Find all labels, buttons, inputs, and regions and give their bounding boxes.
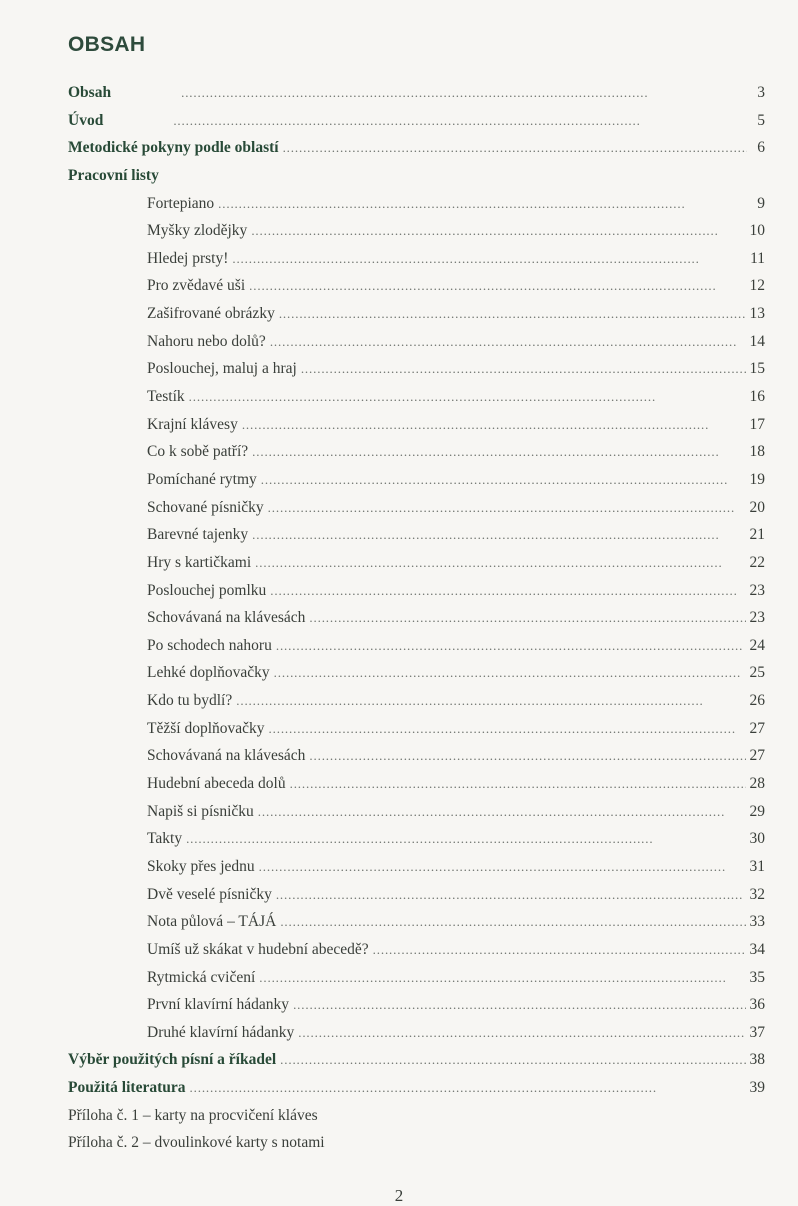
- dot-leader: [280, 1046, 745, 1074]
- toc-entry: [68, 134, 765, 162]
- dot-leader: [309, 604, 745, 632]
- toc-entry-title: Hledej prsty!: [147, 249, 229, 267]
- toc-entry: [68, 742, 765, 770]
- toc-entry-title: Schované písničky: [147, 498, 264, 516]
- toc-entry-title: Testík: [147, 388, 185, 406]
- toc-entry: [68, 1046, 765, 1074]
- toc-entry-title: Krajní klávesy: [147, 415, 238, 433]
- toc-entry-title: Použitá literatura: [68, 1079, 186, 1097]
- dot-leader: [232, 245, 746, 273]
- dot-leader: [373, 936, 746, 964]
- dot-leader: [173, 107, 747, 135]
- toc-entry: [68, 190, 765, 218]
- toc-entry: [68, 715, 765, 743]
- dot-leader: [298, 1019, 745, 1047]
- toc-entry-title: Výběr použitých písní a říkadel: [68, 1051, 277, 1069]
- toc-entry-page: 14: [749, 332, 765, 350]
- dot-leader: [261, 466, 746, 494]
- dot-leader: [252, 438, 745, 466]
- toc-entry-title: Barevné tajenky: [147, 526, 249, 544]
- dot-leader: [283, 134, 747, 162]
- toc-entry-title: Obsah: [68, 84, 112, 101]
- toc-entry-page: 12: [749, 277, 765, 295]
- toc-entry-page: 27: [749, 747, 765, 765]
- toc-entry-page: 11: [750, 249, 765, 267]
- toc-entry-title: Nahoru nebo dolů?: [147, 332, 266, 350]
- toc-entry: [68, 217, 765, 245]
- toc-entry: [68, 272, 765, 300]
- toc-entry-title: Fortepiano: [147, 194, 215, 212]
- dot-leader: [276, 632, 746, 660]
- toc-entry-title: Rytmická cvičení: [147, 968, 256, 986]
- toc-entry-title: Druhé klavírní hádanky: [147, 1023, 295, 1041]
- toc-entry: [68, 881, 765, 909]
- toc-entry-title: Úvod: [68, 111, 104, 129]
- toc-entry-page: 21: [749, 526, 765, 544]
- toc-entry-title: Příloha č. 1 – karty na procvičení kláves: [68, 1106, 318, 1124]
- toc-entry-title: Umíš už skákat v hudební abecedě?: [147, 940, 369, 958]
- dot-leader: [259, 853, 746, 881]
- toc-entry-page: 31: [749, 857, 765, 875]
- page-title: OBSAH: [68, 33, 146, 56]
- toc-entry: [68, 853, 765, 881]
- dot-leader: [274, 659, 746, 687]
- toc-entry: [68, 632, 765, 660]
- page-number: 2: [394, 1186, 404, 1205]
- toc-entry: [68, 328, 765, 356]
- toc-entry: [68, 825, 765, 853]
- toc-entry: [68, 521, 765, 549]
- toc-entry-title: Lehké doplňovačky: [147, 664, 270, 682]
- toc-entry: [68, 1102, 765, 1130]
- toc-entry: [68, 798, 765, 826]
- toc-entry: [68, 1129, 765, 1157]
- toc-entry-page: 6: [757, 139, 765, 157]
- toc-entry-page: 16: [749, 388, 765, 406]
- toc-entry-page: 32: [749, 885, 765, 903]
- toc-entry-page: 9: [757, 194, 765, 212]
- toc-entry-title: Hry s kartičkami: [147, 553, 252, 571]
- dot-leader: [255, 549, 745, 577]
- dot-leader: [309, 742, 745, 770]
- toc-entry-page: 3: [757, 84, 765, 101]
- toc-entry: [68, 1019, 765, 1047]
- toc-entry: [68, 549, 765, 577]
- toc-entry-page: 36: [749, 996, 765, 1014]
- dot-leader: [259, 964, 745, 992]
- toc-entry: [68, 964, 765, 992]
- table-of-contents: [68, 79, 765, 1157]
- dot-leader: [236, 687, 745, 715]
- dot-leader: [268, 494, 746, 522]
- toc-entry-page: 33: [749, 913, 765, 931]
- toc-entry-page: 25: [749, 664, 765, 682]
- toc-entry-page: 22: [749, 553, 765, 571]
- toc-entry: [68, 300, 765, 328]
- toc-entry: [68, 466, 765, 494]
- dot-leader: [301, 355, 746, 383]
- toc-entry: [68, 687, 765, 715]
- toc-entry: [68, 162, 765, 190]
- toc-entry: [68, 659, 765, 687]
- toc-entry-page: 39: [749, 1079, 765, 1097]
- dot-leader: [249, 272, 745, 300]
- toc-entry-title: Pomíchané rytmy: [147, 470, 257, 488]
- dot-leader: [258, 798, 746, 826]
- toc-entry-page: 35: [749, 968, 765, 986]
- dot-leader: [242, 411, 746, 439]
- toc-entry: [68, 577, 765, 605]
- toc-entry: [68, 355, 765, 383]
- toc-entry-title: Poslouchej pomlku: [147, 581, 267, 599]
- toc-entry-title: Napiš si písničku: [147, 802, 254, 820]
- dot-leader: [218, 190, 747, 218]
- toc-entry: [68, 79, 765, 107]
- toc-entry-page: 27: [749, 719, 765, 737]
- toc-entry-title: Co k sobě patří?: [147, 443, 249, 461]
- toc-entry-title: Pracovní listy: [68, 166, 159, 184]
- toc-entry-page: 19: [749, 470, 765, 488]
- toc-entry-title: Příloha č. 2 – dvoulinkové karty s notami: [68, 1134, 325, 1152]
- dot-leader: [270, 328, 746, 356]
- dot-leader: [181, 79, 747, 107]
- toc-entry-title: Metodické pokyny podle oblastí: [68, 139, 279, 157]
- toc-entry: [68, 604, 765, 632]
- toc-entry-page: 5: [757, 111, 765, 129]
- toc-entry: [68, 991, 765, 1019]
- toc-entry: [68, 383, 765, 411]
- toc-entry-page: 18: [749, 443, 765, 461]
- dot-leader: [279, 300, 746, 328]
- toc-entry-title: Nota půlová – TÁJÁ: [147, 913, 277, 931]
- toc-entry-title: Poslouchej, maluj a hraj: [147, 360, 297, 378]
- toc-entry-title: Dvě veselé písničky: [147, 885, 272, 903]
- toc-entry: [68, 438, 765, 466]
- toc-entry-title: Hudební abeceda dolů: [147, 775, 286, 793]
- toc-entry-title: Těžší doplňovačky: [147, 719, 265, 737]
- toc-entry-page: 26: [749, 692, 765, 710]
- toc-entry-page: 24: [749, 636, 765, 654]
- toc-entry-page: 23: [749, 609, 765, 627]
- toc-entry-title: Takty: [147, 830, 183, 848]
- toc-entry-page: 30: [749, 830, 765, 848]
- dot-leader: [290, 770, 746, 798]
- toc-entry-page: 28: [749, 775, 765, 793]
- toc-entry: [68, 1074, 765, 1102]
- toc-entry-page: 37: [749, 1023, 765, 1041]
- dot-leader: [270, 577, 745, 605]
- dot-leader: [252, 521, 745, 549]
- toc-entry-page: 10: [749, 222, 765, 240]
- toc-entry-title: Myšky zlodějky: [147, 222, 248, 240]
- toc-entry: [68, 908, 765, 936]
- toc-entry-title: Pro zvědavé uši: [147, 277, 246, 295]
- toc-entry-page: 20: [749, 498, 765, 516]
- toc-entry-title: Schovávaná na klávesách: [147, 609, 306, 627]
- toc-entry-page: 29: [749, 802, 765, 820]
- toc-entry-title: Po schodech nahoru: [147, 636, 272, 654]
- toc-entry-page: 23: [749, 581, 765, 599]
- dot-leader: [186, 825, 745, 853]
- toc-entry: [68, 411, 765, 439]
- toc-entry-title: Skoky přes jednu: [147, 857, 255, 875]
- toc-entry-title: Zašifrované obrázky: [147, 305, 275, 323]
- dot-leader: [190, 1074, 746, 1102]
- dot-leader: [269, 715, 746, 743]
- toc-entry-page: 13: [749, 305, 765, 323]
- toc-entry-page: 15: [749, 360, 765, 378]
- dot-leader: [280, 908, 745, 936]
- toc-entry-title: První klavírní hádanky: [147, 996, 290, 1014]
- toc-entry-title: Schovávaná na klávesách: [147, 747, 306, 765]
- dot-leader: [251, 217, 745, 245]
- toc-entry: [68, 494, 765, 522]
- toc-entry: [68, 107, 765, 135]
- toc-entry: [68, 936, 765, 964]
- dot-leader: [293, 991, 745, 1019]
- toc-entry: [68, 770, 765, 798]
- toc-entry-page: 34: [749, 940, 765, 958]
- toc-entry-page: 38: [749, 1051, 765, 1069]
- toc-entry: [68, 245, 765, 273]
- dot-leader: [276, 881, 746, 909]
- dot-leader: [189, 383, 746, 411]
- toc-entry-title: Kdo tu bydlí?: [147, 692, 233, 710]
- toc-entry-page: 17: [749, 415, 765, 433]
